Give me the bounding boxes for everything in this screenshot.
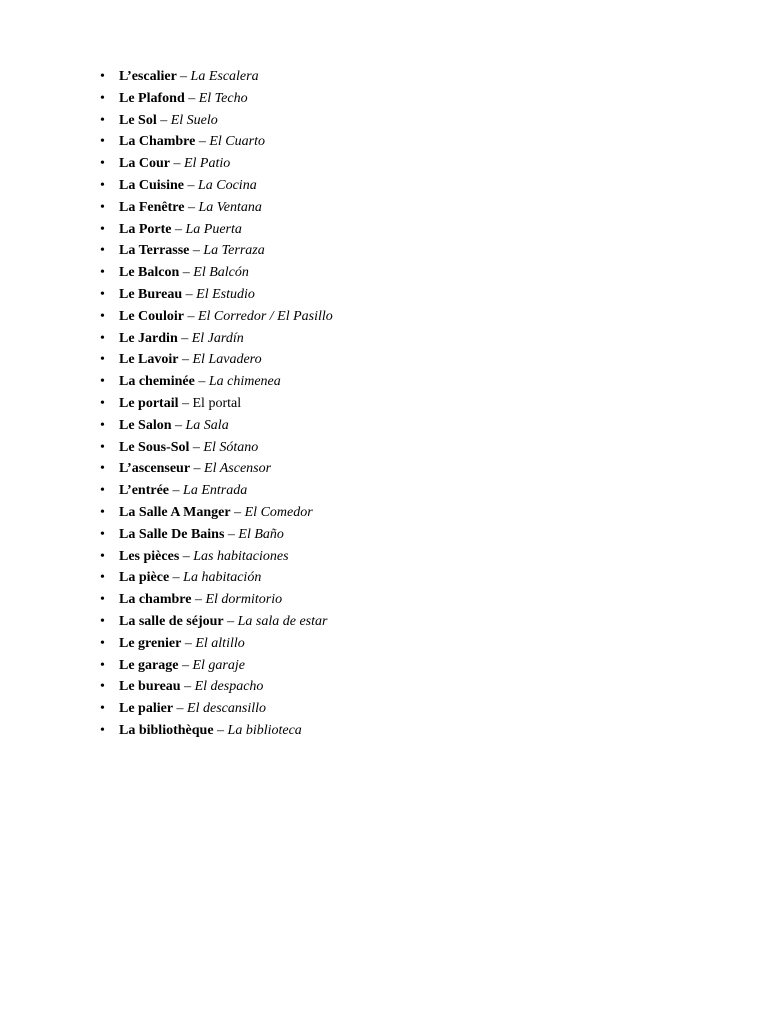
spanish-term: El Techo	[198, 90, 248, 106]
bullet-icon: •	[100, 701, 105, 717]
french-term: La bibliothèque	[119, 722, 214, 738]
spanish-term: El Sótano	[203, 439, 259, 455]
list-item	[100, 393, 333, 415]
spanish-term: El Baño	[238, 526, 284, 542]
spanish-term: El Balcón	[193, 265, 249, 281]
separator-dash: –	[189, 439, 204, 455]
french-term: Le portail	[119, 395, 179, 411]
list-item	[100, 567, 333, 589]
separator-dash: –	[180, 69, 191, 84]
list-item	[100, 240, 333, 262]
list-item	[100, 88, 333, 110]
french-term: La Cuisine	[119, 177, 184, 193]
list-item	[100, 655, 333, 677]
spanish-term: El Lavadero	[192, 352, 262, 368]
separator-dash: –	[213, 722, 228, 738]
spanish-term: El Patio	[183, 156, 231, 172]
spanish-term: El Estudio	[196, 286, 255, 302]
french-term: L’ascenseur	[119, 461, 191, 477]
vocabulary-list	[100, 66, 333, 742]
list-item	[100, 676, 333, 698]
spanish-term: Las habitaciones	[193, 548, 289, 564]
spanish-term: La chimenea	[208, 374, 281, 390]
separator-dash: –	[169, 570, 184, 586]
separator-dash: –	[178, 657, 193, 673]
bullet-icon: •	[100, 221, 105, 237]
spanish-term: El Comedor	[244, 504, 313, 520]
bullet-icon: •	[100, 461, 105, 477]
separator-dash: –	[171, 417, 186, 433]
separator-dash: –	[184, 90, 199, 106]
bullet-icon: •	[100, 722, 105, 738]
separator-dash: –	[191, 592, 206, 608]
bullet-icon: •	[100, 352, 105, 368]
spanish-term: El portal	[192, 395, 242, 411]
separator-dash: –	[184, 199, 199, 215]
spanish-term: La Terraza	[203, 243, 265, 259]
french-term: Le Jardin	[119, 330, 178, 346]
list-item	[100, 328, 333, 350]
french-term: Le palier	[119, 701, 174, 717]
spanish-term: El Ascensor	[204, 461, 272, 477]
spanish-term: El Corredor / El Pasillo	[197, 308, 333, 324]
french-term: Le Balcon	[119, 265, 180, 281]
bullet-icon: •	[100, 374, 105, 390]
french-term: La chambre	[119, 592, 192, 608]
french-term: La Salle De Bains	[119, 526, 225, 542]
separator-dash: –	[194, 374, 209, 390]
separator-dash: –	[182, 286, 197, 302]
french-term: La pièce	[119, 570, 170, 586]
list-item	[100, 437, 333, 459]
spanish-term: La habitación	[183, 570, 262, 586]
separator-dash: –	[223, 613, 238, 629]
spanish-term: El Jardín	[191, 330, 244, 346]
french-term: Le Bureau	[119, 286, 183, 302]
list-item	[100, 371, 333, 393]
french-term: La Porte	[119, 221, 172, 237]
list-item	[100, 589, 333, 611]
separator-dash: –	[195, 134, 210, 150]
separator-dash: –	[189, 243, 204, 259]
bullet-icon: •	[100, 570, 105, 586]
spanish-term: El Cuarto	[209, 134, 265, 150]
list-item	[100, 502, 333, 524]
list-item	[100, 415, 333, 437]
list-item	[100, 611, 333, 633]
list-item	[100, 131, 333, 153]
list-item	[100, 633, 333, 655]
spanish-term: La biblioteca	[227, 722, 302, 738]
spanish-term: La Sala	[185, 417, 229, 433]
bullet-icon: •	[100, 679, 105, 695]
bullet-icon: •	[100, 330, 105, 346]
french-term: Le grenier	[119, 635, 182, 651]
french-term: Le Couloir	[119, 308, 184, 324]
list-item	[100, 153, 333, 175]
bullet-icon: •	[100, 199, 105, 215]
bullet-icon: •	[100, 156, 105, 172]
bullet-icon: •	[100, 635, 105, 651]
bullet-icon: •	[100, 504, 105, 520]
separator-dash: –	[180, 679, 195, 695]
spanish-term: El despacho	[194, 679, 264, 695]
list-item	[100, 698, 333, 720]
spanish-term: La Entrada	[183, 483, 248, 499]
french-term: Le garage	[119, 657, 179, 673]
bullet-icon: •	[100, 265, 105, 281]
list-item	[100, 219, 333, 241]
spanish-term: La Ventana	[198, 199, 262, 215]
french-term: La Salle A Manger	[119, 504, 231, 520]
separator-dash: –	[177, 330, 192, 346]
bullet-icon: •	[100, 613, 105, 629]
separator-dash: –	[183, 308, 198, 324]
list-item	[100, 480, 333, 502]
separator-dash: –	[230, 504, 245, 520]
french-term: Le Sol	[119, 112, 157, 128]
list-item	[100, 524, 333, 546]
bullet-icon: •	[100, 177, 105, 193]
separator-dash: –	[173, 701, 188, 717]
list-item	[100, 175, 333, 197]
list-item	[100, 458, 333, 480]
list-item	[100, 66, 333, 88]
list-item	[100, 546, 333, 568]
separator-dash: –	[169, 156, 184, 172]
bullet-icon: •	[100, 548, 105, 564]
french-term: La Cour	[119, 156, 170, 172]
list-item	[100, 306, 333, 328]
separator-dash: –	[179, 265, 194, 281]
bullet-icon: •	[100, 90, 105, 106]
french-term: Le Salon	[119, 417, 172, 433]
spanish-term: El dormitorio	[205, 592, 283, 608]
bullet-icon: •	[100, 134, 105, 150]
spanish-term: La Escalera	[190, 69, 259, 84]
bullet-icon: •	[100, 243, 105, 259]
separator-dash: –	[179, 548, 194, 564]
spanish-term: El altillo	[195, 635, 245, 651]
list-item	[100, 349, 333, 371]
separator-dash: –	[156, 112, 171, 128]
french-term: Le Lavoir	[119, 352, 179, 368]
french-term: La Fenêtre	[119, 199, 185, 215]
separator-dash: –	[190, 461, 205, 477]
bullet-icon: •	[100, 526, 105, 542]
list-item	[100, 262, 333, 284]
separator-dash: –	[183, 177, 198, 193]
separator-dash: –	[178, 395, 193, 411]
bullet-icon: •	[100, 417, 105, 433]
bullet-icon: •	[100, 592, 105, 608]
separator-dash: –	[181, 635, 196, 651]
spanish-term: La Cocina	[197, 177, 257, 193]
bullet-icon: •	[100, 657, 105, 673]
french-term: Le Sous-Sol	[119, 439, 190, 455]
spanish-term: La sala de estar	[237, 613, 328, 629]
bullet-icon: •	[100, 286, 105, 302]
french-term: L’escalier	[119, 69, 181, 84]
french-term: La salle de séjour	[119, 613, 224, 629]
list-item	[100, 284, 333, 306]
separator-dash: –	[224, 526, 239, 542]
spanish-term: La Puerta	[185, 221, 242, 237]
french-term: Le bureau	[119, 679, 181, 695]
french-term: Le Plafond	[119, 90, 185, 106]
french-term: Les pièces	[119, 548, 180, 564]
list-item	[100, 720, 333, 742]
bullet-icon: •	[100, 308, 105, 324]
bullet-icon: •	[100, 112, 105, 128]
french-term: La Chambre	[119, 134, 196, 150]
list-item	[100, 110, 333, 132]
french-term: L’entrée	[119, 483, 170, 499]
spanish-term: El garaje	[192, 657, 245, 673]
french-term: La Terrasse	[119, 243, 190, 259]
list-item	[100, 197, 333, 219]
french-term: La cheminée	[119, 374, 195, 390]
bullet-icon: •	[100, 439, 105, 455]
spanish-term: El Suelo	[170, 112, 218, 128]
separator-dash: –	[171, 221, 186, 237]
spanish-term: El descansillo	[187, 701, 266, 717]
separator-dash: –	[178, 352, 193, 368]
bullet-icon: •	[100, 483, 105, 499]
separator-dash: –	[169, 483, 184, 499]
bullet-icon: •	[100, 69, 105, 84]
bullet-icon: •	[100, 395, 105, 411]
